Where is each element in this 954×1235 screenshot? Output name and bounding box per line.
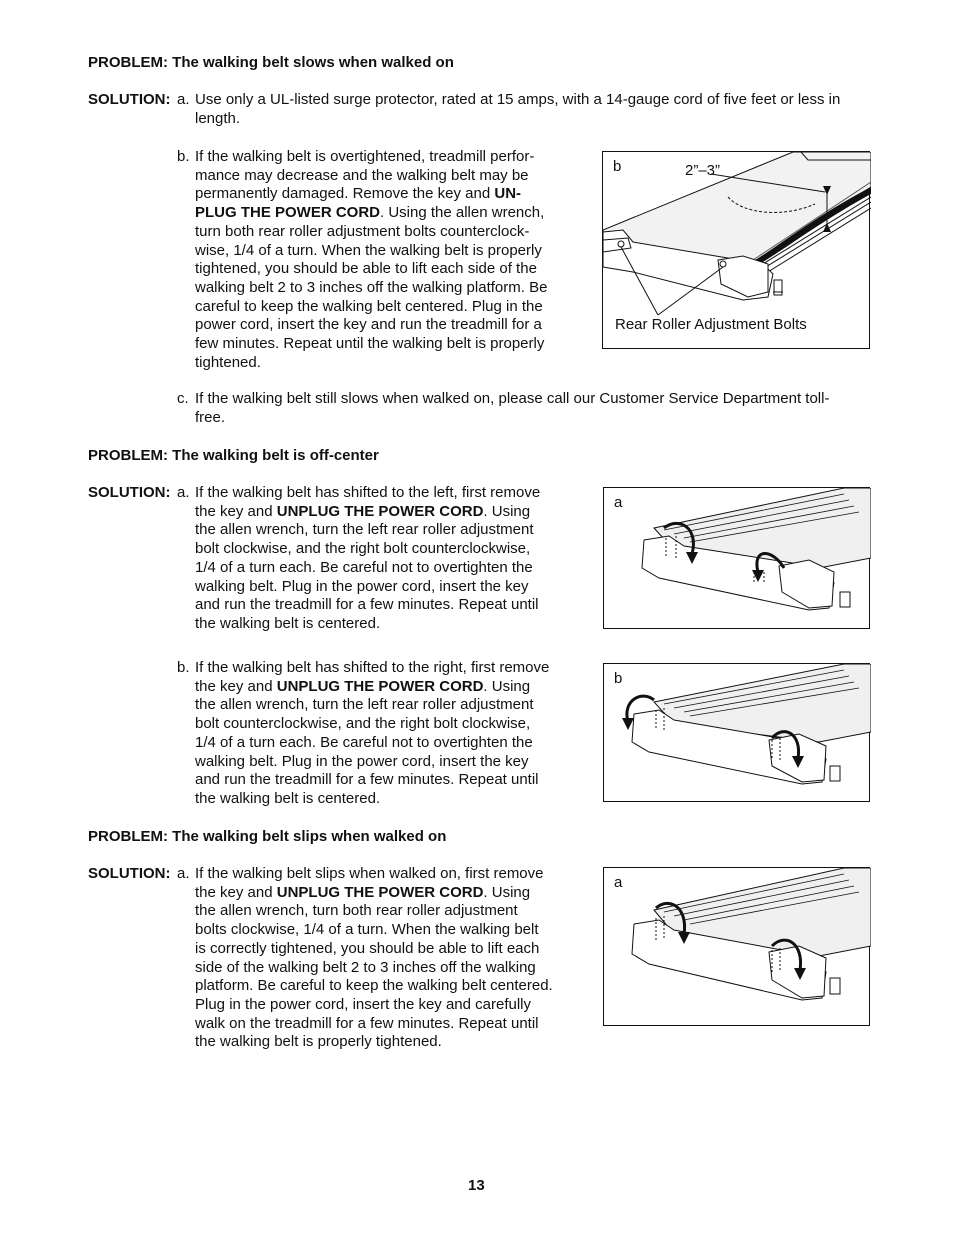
text-span: . Using — [483, 883, 531, 901]
text-span: . Using — [483, 677, 531, 695]
text-line: walking belt. Plug in the power cord, insert the key — [195, 752, 529, 770]
measure-label: 2”–3” — [685, 162, 721, 179]
item-letter: a. — [177, 484, 190, 501]
text-line: is correctly tightened, you should be able to lift each — [195, 939, 540, 957]
treadmill-rear-illustration — [604, 664, 871, 803]
item-text — [195, 390, 829, 427]
item-text — [195, 659, 549, 809]
solution-label: SOLUTION: — [88, 91, 171, 108]
treadmill-rear-illustration — [604, 868, 871, 1027]
figure-belt-tension — [602, 151, 870, 349]
bold-text: UNPLUG THE POWER CORD — [276, 883, 484, 901]
item-text — [195, 91, 840, 128]
item-letter: a. — [177, 91, 190, 108]
text-line: few minutes. Repeat until the walking belt is properly — [195, 335, 545, 353]
text-line — [195, 503, 540, 522]
problem-heading-off-center: PROBLEM: The walking belt is off-center — [88, 447, 379, 464]
figure-caption: Rear Roller Adjustment Bolts — [615, 316, 807, 333]
text-line: bolt clockwise, and the right bolt counterclockwise, — [195, 540, 531, 558]
text-line: Plug in the power cord, insert the key and carefully — [195, 995, 532, 1013]
text-span: . Using the allen wrench, — [380, 204, 545, 222]
text-line: Use only a UL-listed surge protector, rated at 15 amps, with a 14-gauge cord of five feet or less in — [195, 91, 841, 108]
text-line: and run the treadmill for a few minutes. Repeat until — [195, 771, 539, 789]
text-line: careful to keep the walking belt centered. Plug in the — [195, 297, 543, 315]
problem-heading-belt-slips: PROBLEM: The walking belt slips when walked on — [88, 828, 447, 845]
item-letter: b. — [177, 659, 190, 676]
figure-label: b — [613, 158, 622, 175]
solution-label: SOLUTION: — [88, 484, 171, 501]
text-span: the key and — [195, 502, 277, 520]
text-line: wise, 1/4 of a turn. When the walking belt is properly — [195, 241, 542, 259]
text-line: the allen wrench, turn both rear roller adjustment — [195, 902, 518, 920]
figure-label: a — [614, 494, 623, 511]
text-line: length. — [195, 109, 241, 127]
text-line: walking belt 2 to 3 inches off the walking platform. Be — [195, 278, 548, 296]
text-line: power cord, insert the key and run the treadmill for a — [195, 316, 542, 334]
item-text — [195, 865, 553, 1052]
text-line: If the walking belt has shifted to the right, first remove — [195, 659, 550, 676]
text-line — [195, 884, 553, 903]
item-letter: a. — [177, 865, 190, 882]
text-line: tightened. — [195, 353, 261, 371]
bold-text: UN- — [494, 185, 522, 203]
bold-text: UNPLUG THE POWER CORD — [276, 502, 484, 520]
text-line: turn both rear roller adjustment bolts counterclock- — [195, 222, 530, 240]
text-line: the walking belt is centered. — [195, 614, 381, 632]
item-letter: b. — [177, 148, 190, 165]
text-line: side of the walking belt 2 to 3 inches off the walking — [195, 958, 536, 976]
text-line: If the walking belt still slows when walked on, please call our Customer Service Department toll- — [195, 390, 830, 407]
page-number: 13 — [468, 1177, 485, 1194]
text-line: bolts clockwise, 1/4 of a turn. When the walking belt — [195, 921, 539, 939]
bold-text: PLUG THE POWER CORD — [195, 204, 381, 222]
text-line: walking belt. Plug in the power cord, insert the key — [195, 577, 529, 595]
item-text — [195, 484, 540, 634]
text-line: the walking belt is properly tightened. — [195, 1033, 442, 1051]
text-span: the key and — [195, 883, 277, 901]
text-line — [195, 204, 547, 223]
bold-text: UNPLUG THE POWER CORD — [276, 677, 484, 695]
text-line: walk on the treadmill for a few minutes. Repeat until — [195, 1014, 539, 1032]
text-line — [195, 185, 547, 204]
text-line: tightened, you should be able to lift each side of the — [195, 260, 537, 278]
figure-label: a — [614, 874, 623, 891]
text-span: the key and — [195, 677, 277, 695]
treadmill-rear-illustration — [604, 488, 871, 630]
text-line: If the walking belt is overtightened, treadmill perfor- — [195, 148, 535, 165]
text-line: the allen wrench, turn the left rear roller adjustment — [195, 696, 534, 714]
text-line: platform. Be careful to keep the walking belt centered. — [195, 977, 553, 995]
figure-shifted-left — [603, 487, 870, 629]
text-span: . Using — [483, 502, 531, 520]
item-letter: c. — [177, 390, 189, 407]
text-line: and run the treadmill for a few minutes. Repeat until — [195, 596, 539, 614]
text-line: If the walking belt has shifted to the left, first remove — [195, 484, 541, 501]
text-line: the walking belt is centered. — [195, 789, 381, 807]
text-line: the allen wrench, turn the left rear roller adjustment — [195, 521, 534, 539]
text-line: mance may decrease and the walking belt may be — [195, 166, 529, 184]
text-line: bolt counterclockwise, and the right bolt clockwise, — [195, 715, 531, 733]
problem-heading-belt-slows: PROBLEM: The walking belt slows when walked on — [88, 54, 454, 71]
figure-shifted-right — [603, 663, 870, 802]
text-span: permanently damaged. Remove the key and — [195, 185, 491, 203]
solution-label: SOLUTION: — [88, 865, 171, 882]
text-line: 1/4 of a turn each. Be careful not to overtighten the — [195, 733, 533, 751]
text-line: If the walking belt slips when walked on, first remove — [195, 865, 544, 882]
figure-belt-slips — [603, 867, 870, 1026]
text-line: 1/4 of a turn each. Be careful not to overtighten the — [195, 558, 533, 576]
item-text — [195, 148, 547, 372]
figure-label: b — [614, 670, 623, 687]
text-line — [195, 678, 549, 697]
text-line: free. — [195, 408, 226, 426]
